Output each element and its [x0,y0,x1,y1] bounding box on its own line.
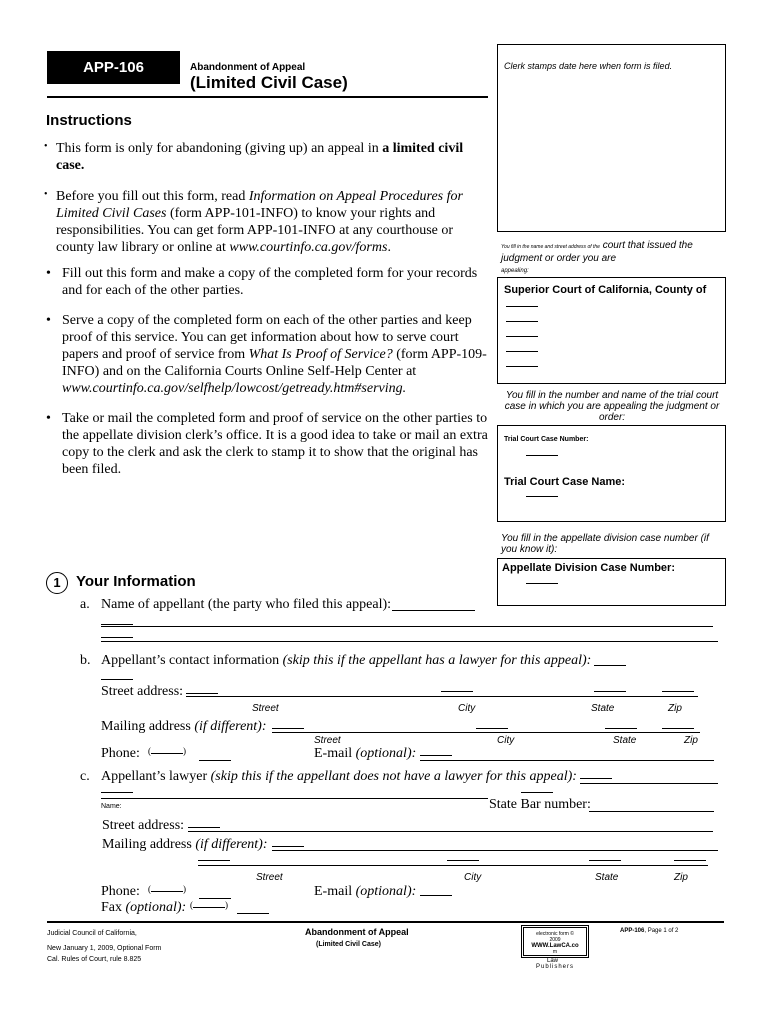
street-short[interactable] [186,693,218,694]
instruction-4 [46,312,491,397]
email-short-1[interactable] [420,755,452,756]
footer-right-form: APP-106 [620,928,645,934]
phone-paren-close-1: ) [183,746,186,756]
lawyer-mailing-line-2[interactable] [198,865,708,866]
footer-left-2: New January 1, 2009, Optional Form [47,945,162,952]
phone-line-1[interactable] [199,760,231,761]
item-c-text [101,769,577,785]
footer-right-page: , Page 1 of 2 [644,928,679,934]
publisher-stamp [523,927,587,956]
trial-name-label: Trial Court Case Name: [504,476,626,488]
court-line-5[interactable] [506,366,538,367]
state-short[interactable] [594,691,626,692]
trial-number-label: Trial Court Case Number: [504,436,589,443]
form-number-badge [47,51,180,84]
title-large: (Limited Civil Case) [190,73,348,92]
instruction-3 [46,265,486,299]
title-small: Abandonment of Appeal [190,62,306,73]
item-b-label: b. [80,653,91,668]
trial-box[interactable] [497,425,726,522]
court-instruction-large: court that issued the judgment or order you are [501,240,693,264]
lawyer-mailing-short-5[interactable] [674,860,706,861]
court-line-1[interactable] [506,306,538,307]
fax-optional: (optional): [125,900,187,915]
instruction-2-a: Before you fill out this form, read [56,189,249,204]
instruction-3-text: Fill out this form and make a copy of the completed form for your records and for each of the other parties. [62,266,478,298]
sub-state-3: State [595,872,619,883]
lawyer-short-3[interactable] [521,792,553,793]
lawyer-name-line[interactable] [101,798,488,799]
sub-city-3: City [464,872,482,883]
stamp-line-3: WWW.LawCA.co [531,943,579,949]
item-a-text: Name of appellant (the party who filed this appeal): [101,597,392,612]
court-line-3[interactable] [506,336,538,337]
phone-paren-open-1: ( [148,746,151,756]
item-b-text [101,653,591,669]
instruction-4-url[interactable]: www.courtinfo.ca.gov/selfhelp/lowcost/getready.htm#serving. [62,381,407,396]
appellant-name-line-3[interactable] [101,641,718,642]
court-instruction-small2: appealing: [501,268,529,274]
instruction-2-url[interactable]: www.courtinfo.ca.gov/forms [229,240,388,255]
street-address-line-right[interactable] [441,696,698,697]
state-bar-label: State Bar number: [489,797,591,812]
lawyer-mailing-label [102,837,268,853]
fax-line[interactable] [237,913,269,914]
bullet-3: • [46,266,51,281]
trial-name-line[interactable] [526,496,558,497]
appellate-label: Appellate Division Case Number: [502,562,675,574]
item-c-label: c. [80,769,90,784]
court-line-2[interactable] [506,321,538,322]
mailing-short[interactable] [272,728,304,729]
instruction-2-b: (form APP-101-INFO) to know your rights and responsibilities. You can get form APP-101-INFO at any courthouse or county law library or online at [56,206,454,255]
mailing-address-line[interactable] [272,732,700,733]
phone-area-1[interactable] [148,744,186,756]
court-instruction [501,240,723,277]
appellant-name-line-1[interactable] [392,610,475,611]
footer-left-3: Cal. Rules of Court, rule 8.825 [47,956,142,963]
footer-right [620,928,678,934]
instruction-4-a: Serve a copy of the completed form on each of the other parties and keep proof of this service. You can get information about how to serve court papers and proof of service from [62,313,472,362]
stamp-line-4: m [552,949,558,955]
phone-label-2: Phone: [101,884,140,899]
street-address-line[interactable] [186,696,441,697]
lawyer-line-1[interactable] [580,783,718,784]
form-number: APP-106 [83,59,144,76]
phone-paren-open-2: ( [148,884,151,894]
appellant-name-short-1[interactable] [101,624,133,625]
fax-label [101,900,186,916]
appellate-box[interactable] [497,558,726,606]
mailing-zip-short[interactable] [662,728,694,729]
item-c-text-italic: (skip this if the appellant does not have a lawyer for this appeal): [210,769,577,784]
mailing-state-short[interactable] [605,728,637,729]
fax-area[interactable] [190,898,228,910]
lawyer-street-label: Street address: [102,818,185,833]
stamp-line-2: 2009 [549,937,561,943]
mailing-city-short[interactable] [476,728,508,729]
phone-label-1: Phone: [101,746,140,761]
sub-street-2: Street [314,735,341,746]
footer-left [47,928,161,965]
lawyer-street-short[interactable] [188,827,220,828]
item-a-label: a. [80,597,90,612]
sub-state-1: State [591,703,615,714]
item-c-text-main: Appellant’s lawyer [101,769,211,784]
street-address-label: Street address: [101,684,184,699]
lawyer-short-1[interactable] [580,778,612,779]
email-text-2: E-mail [314,884,356,899]
header-rule [47,96,488,98]
lawyer-name-label: Name: [101,803,122,810]
sub-street-3: Street [256,872,283,883]
trial-number-line[interactable] [526,455,558,456]
item-b-text-main: Appellant’s contact information [101,653,283,668]
appellant-name-line-2[interactable] [101,626,713,627]
footer-left-1: Judicial Council of California, [47,930,137,937]
court-box-label: Superior Court of California, County of [504,284,707,296]
bullet-4: • [46,313,51,328]
clerk-stamp-box[interactable] [497,44,726,232]
section-1-number-circle [46,572,68,594]
section-1-title: Your Information [76,573,196,590]
instruction-1 [46,140,466,174]
appellate-line[interactable] [526,583,558,584]
email-line-2[interactable] [420,895,452,896]
email-optional-2: (optional): [355,884,417,899]
instruction-5 [46,410,491,478]
email-line-1[interactable] [420,760,714,761]
stamp-line-1: electronic form [536,931,569,937]
trial-instruction: You fill in the number and name of the trial court case in which you are appealing the judgment or order: [504,390,720,423]
appellate-instruction: You fill in the appellate division case number (if you know it): [501,533,709,555]
fax-paren-open: ( [190,900,193,910]
court-box[interactable] [497,277,726,384]
email-label-1 [314,746,416,762]
sub-zip-2: Zip [684,735,698,746]
instruction-4-italic: What Is Proof of Service? [248,347,393,362]
lawyer-short-2[interactable] [101,792,133,793]
mailing-address-label [101,719,267,735]
instruction-1-text: This form is only for abandoning (giving up) an appeal in [56,141,383,156]
footer-center-1: Abandonment of Appeal [305,927,409,937]
mailing-if-different: (if different): [194,719,267,734]
mailing-address-text: Mailing address [101,719,195,734]
court-instruction-small: You fill in the name and street address of the [501,244,600,250]
email-text-1: E-mail [314,746,356,761]
sub-city-1: City [458,703,476,714]
email-optional-1: (optional): [355,746,417,761]
instructions-heading: Instructions [46,112,132,129]
instruction-2-end: . [387,240,391,255]
lawyer-mailing-short-2[interactable] [198,860,230,861]
phone-area-2[interactable] [148,882,186,894]
lawyer-mailing-short-3[interactable] [447,860,479,861]
contact-short-2[interactable] [101,679,133,680]
city-short[interactable] [441,691,473,692]
stamp-law: Law [547,958,559,964]
sub-city-2: City [497,735,515,746]
court-line-4[interactable] [506,351,538,352]
stamp-publishers: Publishers [536,964,575,970]
state-bar-line[interactable] [589,811,714,812]
sub-zip-3: Zip [674,872,688,883]
clerk-stamp-text: Clerk stamps date here when form is filed. [504,61,673,71]
contact-short-1[interactable] [594,665,626,666]
fax-paren-close: ) [225,900,228,910]
instruction-2-italic: Information on Appeal Procedures for Limited Civil Cases [56,189,463,221]
lawyer-mailing-text: Mailing address [102,837,196,852]
instruction-5-text: Take or mail the completed form and proof of service on the other parties to the appellate division clerk’s office. It is a good idea to take or mail an extra copy to the clerk and ask the clerk to stamp it to show that the original has been filed. [62,411,488,477]
lawyer-street-line[interactable] [188,831,713,832]
bullet-5: • [46,411,51,426]
lawyer-mailing-if-different: (if different): [195,837,268,852]
instruction-1-bold: a limited civil case. [56,141,464,173]
footer-center-2: (Limited Civil Case) [316,941,381,948]
lawyer-mailing-short-4[interactable] [589,860,621,861]
sub-zip-1: Zip [668,703,682,714]
bullet-1: • [44,141,48,152]
instruction-4-b: (form APP-109-INFO) and on the California Courts Online Self-Help Center at [62,347,487,379]
appellant-name-short-2[interactable] [101,637,133,638]
fax-text: Fax [101,900,126,915]
footer-rule [47,921,724,923]
bullet-2: • [44,189,48,200]
lawyer-mailing-line[interactable] [272,850,718,851]
phone-paren-close-2: ) [183,884,186,894]
sub-street-1: Street [252,703,279,714]
stamp-mark: © [570,931,574,937]
lawyer-mailing-short[interactable] [272,846,304,847]
section-1-number: 1 [53,575,61,590]
sub-state-2: State [613,735,637,746]
item-b-text-italic: (skip this if the appellant has a lawyer for this appeal): [282,653,592,668]
instruction-2 [46,188,476,256]
zip-short[interactable] [662,691,694,692]
email-label-2 [314,884,416,900]
